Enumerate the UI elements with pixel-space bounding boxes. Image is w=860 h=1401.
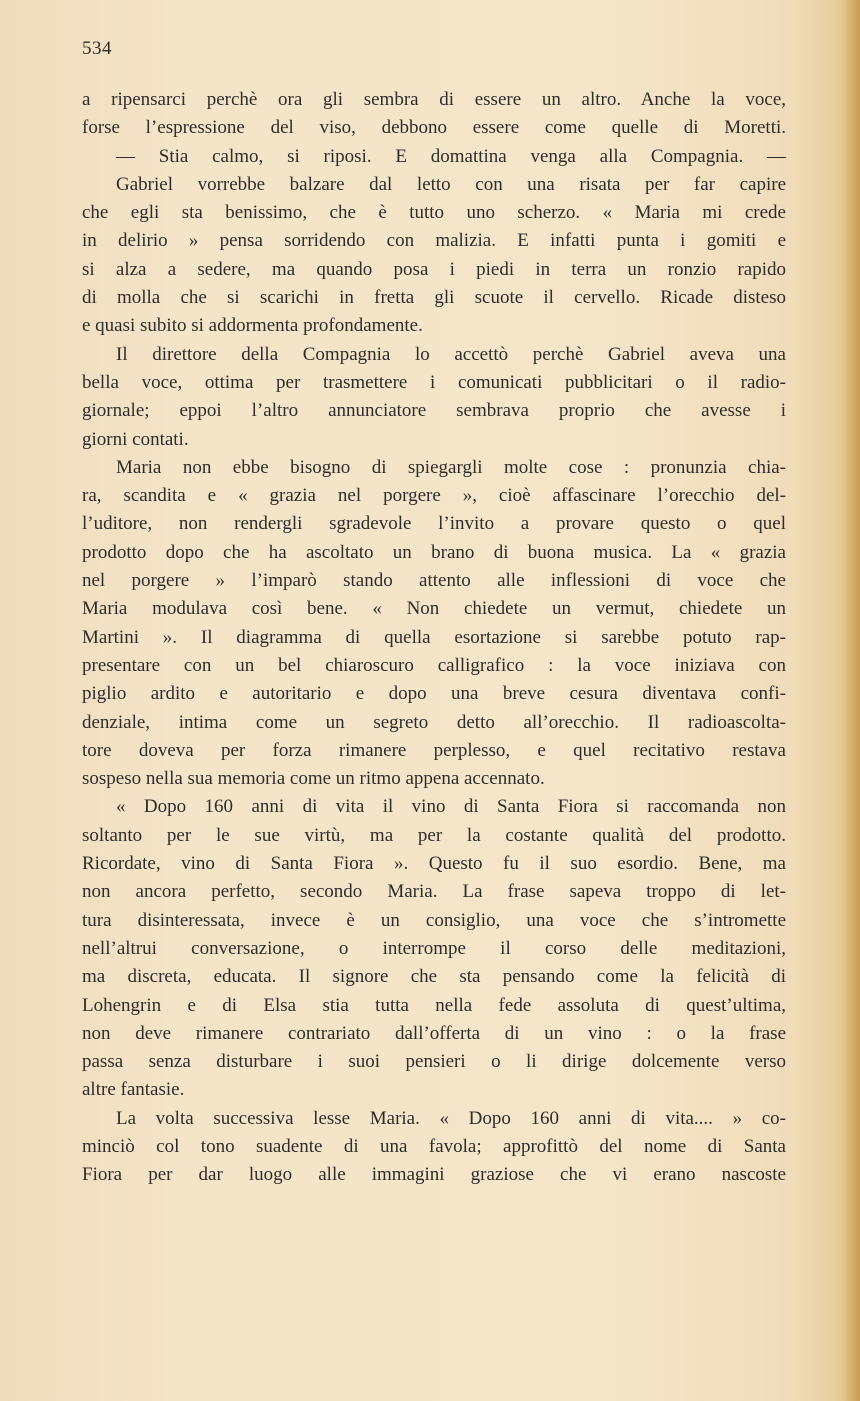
body-text — [82, 86, 786, 1190]
text-line: minciò col tono suadente di una favola; approfittò del nome di Santa — [82, 1135, 786, 1157]
text-line: forse l’espressione del viso, debbono essere come quelle di Moretti. — [82, 117, 786, 139]
text-line: in delirio » pensa sorridendo con malizia. E infatti punta i gomiti e — [82, 230, 786, 252]
text-line: e quasi subito si addormenta profondamente. — [82, 315, 423, 337]
text-line: piglio ardito e autoritario e dopo una breve cesura diventava confi- — [82, 683, 786, 705]
text-line: Maria modulava così bene. « Non chiedete un vermut, chiedete un — [82, 598, 786, 620]
text-line: — Stia calmo, si riposi. E domattina venga alla Compagnia. — — [116, 145, 786, 167]
text-line: ma discreta, educata. Il signore che sta pensando come la felicità di — [82, 966, 786, 988]
text-line: Il direttore della Compagnia lo accettò perchè Gabriel aveva una — [116, 343, 786, 365]
text-line: Ricordate, vino di Santa Fiora ». Questo fu il suo esordio. Bene, ma — [82, 853, 786, 875]
text-line: Gabriel vorrebbe balzare dal letto con una risata per far capire — [116, 173, 786, 195]
text-line: sospeso nella sua memoria come un ritmo appena accennato. — [82, 768, 545, 790]
text-line: non ancora perfetto, secondo Maria. La frase sapeva troppo di let- — [82, 881, 786, 903]
text-line: prodotto dopo che ha ascoltato un brano di buona musica. La « grazia — [82, 541, 786, 563]
text-line: Martini ». Il diagramma di quella esortazione si sarebbe potuto rap- — [82, 626, 786, 648]
text-line: nell’altrui conversazione, o interrompe il corso delle meditazioni, — [82, 937, 786, 959]
text-line: giorni contati. — [82, 428, 189, 450]
text-line: nel porgere » l’imparò stando attento alle inflessioni di voce che — [82, 570, 786, 592]
text-line: ra, scandita e « grazia nel porgere », cioè affascinare l’orecchio del- — [82, 485, 786, 507]
text-line: « Dopo 160 anni di vita il vino di Santa Fiora si raccomanda non — [116, 796, 786, 818]
text-line: giornale; eppoi l’altro annunciatore sembrava proprio che avesse i — [82, 400, 786, 422]
text-line: l’uditore, non rendergli sgradevole l’invito a provare questo o quel — [82, 513, 786, 535]
text-line: Fiora per dar luogo alle immagini graziose che vi erano nascoste — [82, 1164, 786, 1186]
text-line: soltanto per le sue virtù, ma per la costante qualità del prodotto. — [82, 824, 786, 846]
text-line: non deve rimanere contrariato dall’offerta di un vino : o la frase — [82, 1022, 786, 1044]
text-line: tura disinteressata, invece è un consiglio, una voce che s’intromette — [82, 909, 786, 931]
text-line: a ripensarci perchè ora gli sembra di essere un altro. Anche la voce, — [82, 89, 786, 110]
page-number: 534 — [82, 38, 112, 59]
text-line: passa senza disturbare i suoi pensieri o li dirige dolcemente verso — [82, 1051, 786, 1073]
text-line: presentare con un bel chiaroscuro calligrafico : la voce iniziava con — [82, 654, 786, 676]
text-line: Lohengrin e di Elsa stia tutta nella fede assoluta di quest’ultima, — [82, 994, 786, 1016]
text-line: tore doveva per forza rimanere perplesso, e quel recitativo restava — [82, 739, 786, 761]
page-edge — [844, 0, 860, 1401]
text-line: Maria non ebbe bisogno di spiegargli molte cose : pronunzia chia- — [116, 456, 786, 478]
text-line: La volta successiva lesse Maria. « Dopo 160 anni di vita.... » co- — [116, 1107, 786, 1129]
text-line: che egli sta benissimo, che è tutto uno scherzo. « Maria mi crede — [82, 202, 786, 224]
text-line: denziale, intima come un segreto detto all’orecchio. Il radioascolta- — [82, 711, 786, 733]
text-line: di molla che si scarichi in fretta gli scuote il cervello. Ricade disteso — [82, 287, 786, 309]
text-line: altre fantasie. — [82, 1079, 185, 1101]
text-line: bella voce, ottima per trasmettere i comunicati pubblicitari o il radio- — [82, 371, 786, 393]
text-line: si alza a sedere, ma quando posa i piedi in terra un ronzio rapido — [82, 258, 786, 280]
